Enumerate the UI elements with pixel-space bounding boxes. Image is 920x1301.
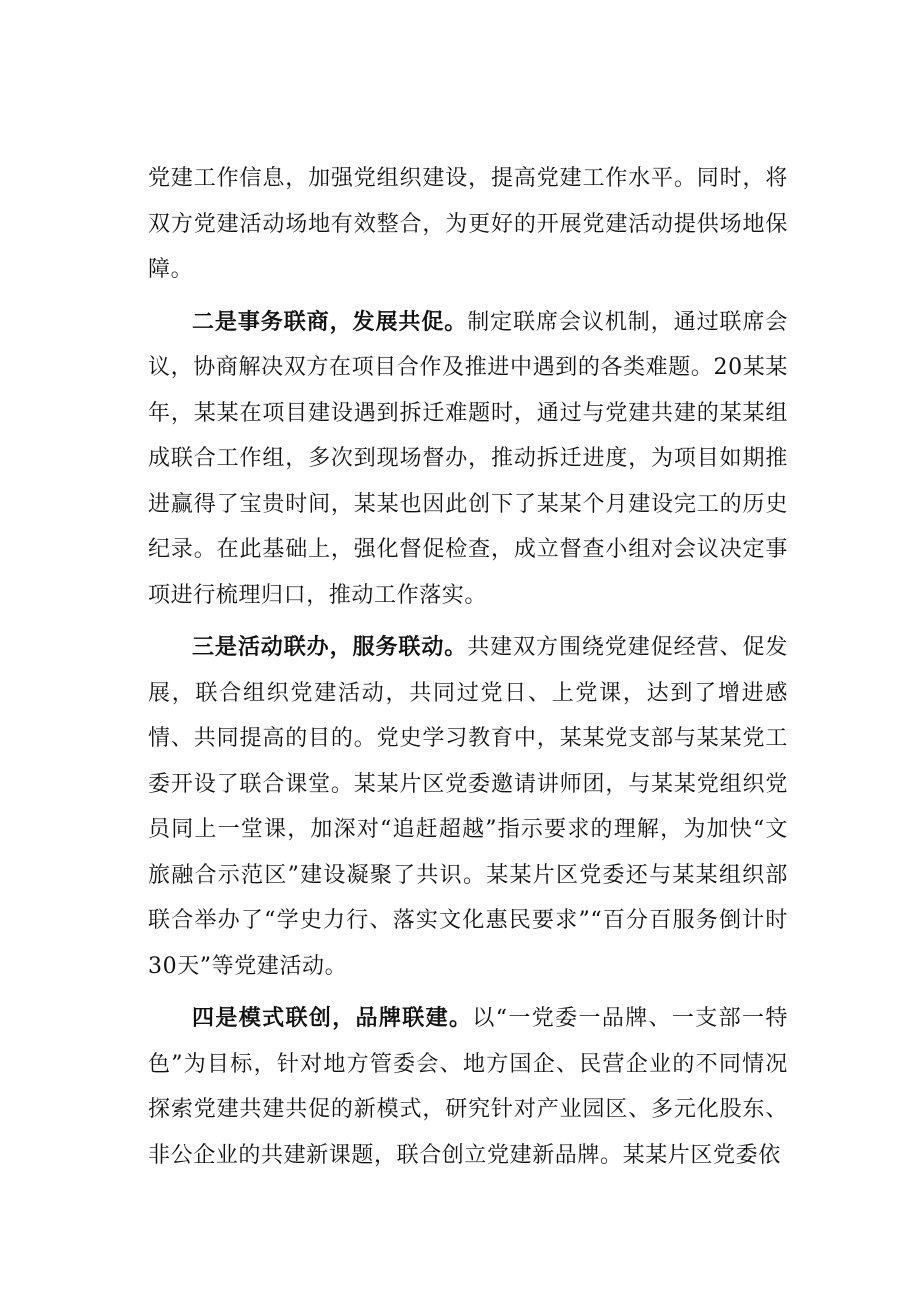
paragraph-2-text: 制定联席会议机制，通过联席会议，协商解决双方在项目合作及推进中遇到的各类难题。20某某年，某某在项目建设遇到拆迁难题时，通过与党建共建的某某组成联合工作组，多次到现场督办，推动拆迁进度，为项目如期推进赢得了宝贵时间，某某也因此创下了某某个月建设完工的历史纪录。在此基础上，强化督促检查，成立督查小组对会议决定事项进行梳理归口，推动工作落实。 — [148, 309, 788, 608]
paragraph-3 — [148, 625, 788, 989]
paragraph-2-lead: 二是事务联商，发展共促。 — [192, 308, 468, 335]
paragraph-4-lead: 四是模式联创，品牌联建。 — [192, 1005, 473, 1031]
paragraph-3-text: 共建双方围绕党建促经营、促发展，联合组织党建活动，共同过党日、上党课，达到了增进感情、共同提高的目的。党史学习教育中，某某党支部与某某党工委开设了联合课堂。某某片区党委邀请讲师团，与某某党组织党员同上一堂课，加深对“追赶超越”指示要求的理解，为加快“文旅融合示范区”建设凝聚了共识。某某片区党委还与某某组织部联合举办了“学史力行、落实文化惠民要求”“百分百服务倒计时30天”等党建活动。 — [148, 635, 788, 979]
paragraph-1-text: 党建工作信息，加强党组织建设，提高党建工作水平。同时，将双方党建活动场地有效整合，为更好的开展党建活动提供场地保障。 — [148, 166, 788, 282]
paragraph-3-lead: 三是活动联办，服务联动。 — [192, 634, 468, 660]
document-body — [148, 156, 788, 1185]
paragraph-4-text: 以“一党委一品牌、一支部一特色”为目标，针对地方管委会、地方国企、民营企业的不同情况探索党建共建共促的新模式，研究针对产业园区、多元化股东、非公企业的共建新课题，联合创立党建新品牌。某某片区党委依 — [148, 1006, 788, 1168]
paragraph-1 — [148, 156, 788, 293]
paragraph-2 — [148, 300, 788, 619]
paragraph-4 — [148, 996, 788, 1178]
